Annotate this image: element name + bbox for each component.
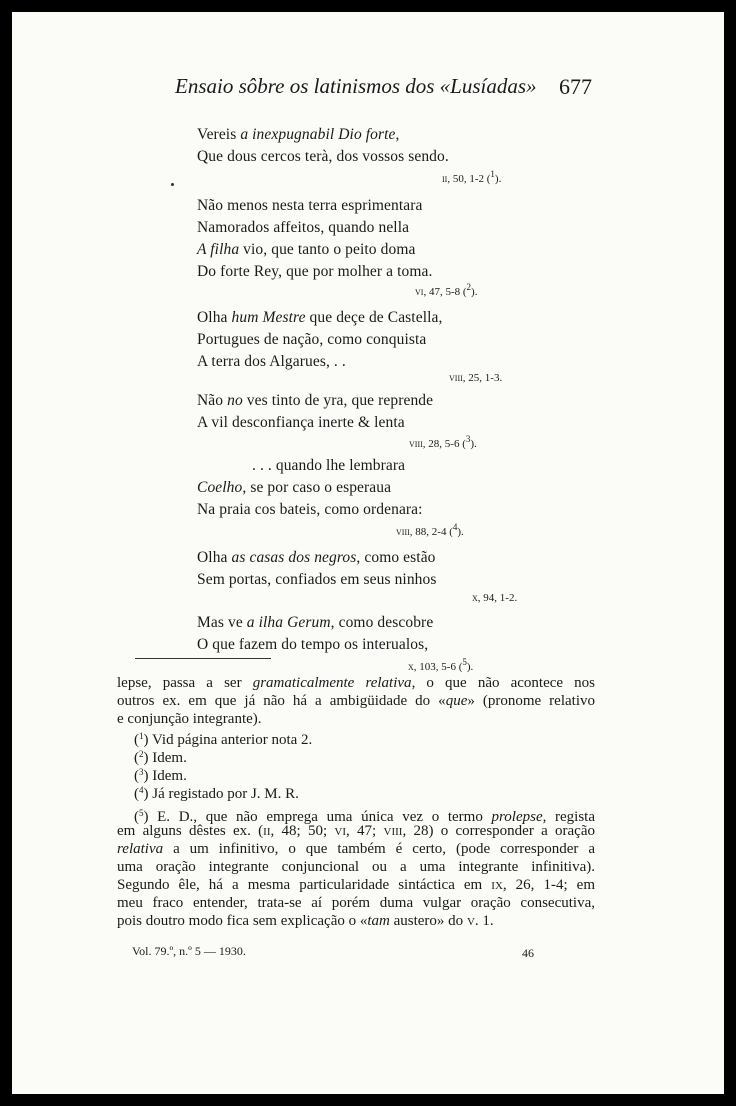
- footnote-line: lepse, passa a ser gramaticalmente relativa, o que não acontece nos: [117, 675, 596, 691]
- stray-mark: [171, 183, 174, 186]
- verse-line: Do forte Rey, que por molher a toma.: [197, 263, 433, 280]
- verse-line: Olha hum Mestre que deçe de Castella,: [197, 309, 443, 326]
- verse-reference: viii, 88, 2-4 ($^4$).: [396, 522, 464, 538]
- footnote-item: ($^4$) Já registado por J. M. R.: [134, 785, 299, 802]
- verse-line: Olha as casas dos negros, como estão: [197, 549, 436, 566]
- signature-mark: 46: [522, 946, 534, 960]
- verse-line: A terra dos Algarues, . .: [197, 353, 346, 370]
- verse-reference: vi, 47, 5-8 ($^2$).: [415, 282, 478, 298]
- footnote-divider: [135, 658, 271, 659]
- footnote-line: ($^5$) E. D., que não emprega uma única vez o termo prolepse, regista: [134, 808, 595, 825]
- footnote-item: ($^2$) Idem.: [134, 749, 187, 766]
- footnote-item: ($^1$) Vid página anterior nota 2.: [134, 731, 313, 748]
- footnote-line: meu fraco entender, trata-se aí porém duma vulgar oração consecutiva,: [117, 895, 595, 911]
- footnote-line: e conjunção integrante).: [117, 711, 262, 727]
- verse-reference: ii, 50, 1-2 ($^1$).: [442, 169, 502, 185]
- footnote-line: pois doutro modo fica sem explicação o «tam austero» do v. 1.: [117, 913, 494, 929]
- verse-line: Mas ve a ilha Gerum, como descobre: [197, 614, 434, 631]
- verse-reference: viii, 28, 5-6 ($^3$).: [409, 434, 477, 450]
- verse-reference: x, 103, 5-6 ($^5$).: [408, 657, 474, 673]
- verse-line: Na praia cos bateis, como ordenara:: [197, 501, 423, 518]
- verse-line: . . . quando lhe lembrara: [252, 457, 406, 474]
- verse-line: Não no ves tinto de yra, que reprende: [197, 392, 434, 409]
- verse-line: Sem portas, confiados em seus ninhos: [197, 571, 437, 588]
- verse-line: Namorados affeitos, quando nella: [197, 219, 410, 236]
- verse-line: Coelho, se por caso o esperaua: [197, 479, 392, 496]
- verse-reference: viii, 25, 1-3.: [449, 372, 503, 384]
- verse-line: O que fazem do tempo os interualos,: [197, 636, 429, 653]
- footnote-line: relativa a um infinitivo, o que também é certo, (pode corresponder a: [117, 841, 595, 857]
- verse-reference: x, 94, 1-2.: [472, 592, 518, 604]
- footnote-line: uma oração integrante conjuncional ou a uma integrante infinitiva).: [117, 859, 595, 875]
- footnote-line: Segundo êle, há a mesma particularidade sintáctica em ix, 26, 1-4; em: [117, 877, 595, 893]
- verse-line: Vereis a inexpugnabil Dio forte,: [197, 126, 400, 143]
- footnote-line: em alguns dêstes ex. (ii, 48; 50; vi, 47; viii, 28) o corresponder a oração: [117, 823, 595, 839]
- verse-line: A filha vio, que tanto o peito doma: [197, 241, 416, 258]
- footnote-item: ($^3$) Idem.: [134, 767, 187, 784]
- volume-info: Vol. 79.º, n.º 5 — 1930.: [132, 944, 246, 958]
- verse-line: A vil desconfiança inerte & lenta: [197, 414, 405, 431]
- page-number: 677: [559, 74, 592, 99]
- document-page: [12, 12, 724, 1094]
- verse-line: Que dous cercos terà, dos vossos sendo.: [197, 148, 449, 165]
- verse-line: Portugues de nação, como conquista: [197, 331, 427, 348]
- running-title: Ensaio sôbre os latinismos dos «Lusíadas»: [175, 74, 537, 98]
- verse-line: Não menos nesta terra esprimentara: [197, 197, 423, 214]
- footnote-line: outros ex. em que já não há a ambigüidade do «que» (pronome relativo: [117, 693, 595, 709]
